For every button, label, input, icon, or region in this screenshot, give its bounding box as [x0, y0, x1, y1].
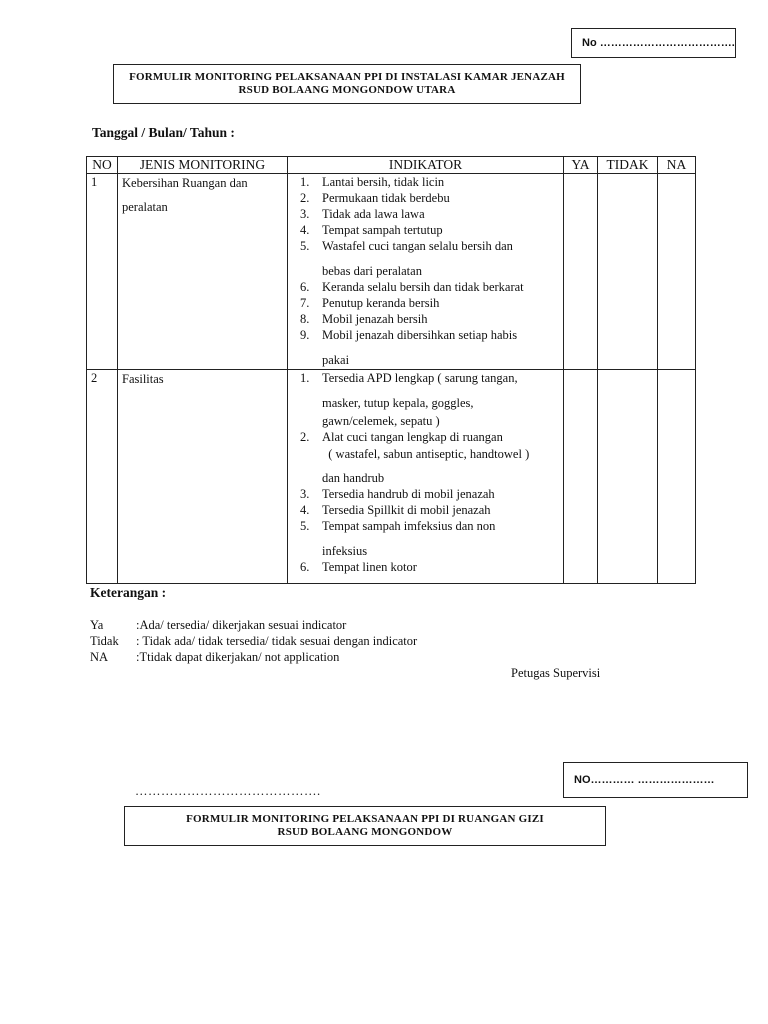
form-title-line1: FORMULIR MONITORING PELAKSANAAN PPI DI INSTALASI KAMAR JENAZAH [129, 71, 565, 83]
indicator-item: 4. Tempat sampah tertutup [300, 223, 443, 237]
cell-tidak-checkbox[interactable] [598, 370, 658, 584]
indicator-item: 5. Tempat sampah imfeksius dan non infeksius [300, 519, 496, 558]
row-jenis [118, 174, 288, 370]
form-number-box [571, 28, 736, 58]
header-jenis-monitoring: JENIS MONITORING [118, 157, 288, 174]
row-indikator [288, 174, 564, 370]
row-no: 2 [87, 370, 118, 584]
indicator-item: 3. Tersedia handrub di mobil jenazah [300, 487, 495, 501]
indicator-item: 3. Tidak ada lawa lawa [300, 207, 425, 221]
row-indikator [288, 370, 564, 584]
keterangan-item: NA :Ttidak dapat dikerjakan/ not application [90, 650, 340, 664]
indicator-item: 9. Mobil jenazah dibersihkan setiap habis pakai [300, 328, 518, 367]
indicator-item: 5. Wastafel cuci tangan selalu bersih dan bebas dari peralatan [300, 239, 513, 278]
indicator-item: 2. Alat cuci tangan lengkap di ruangan ( wastafel, sabun antiseptic, handtowel ) dan handrub [300, 430, 530, 485]
indicator-item: 7. Penutup keranda bersih [300, 296, 440, 310]
row-jenis [118, 370, 288, 584]
cell-na-checkbox[interactable] [658, 370, 696, 584]
table-header-row [87, 157, 696, 174]
form2-title-line1: FORMULIR MONITORING PELAKSANAAN PPI DI RUANGAN GIZI [186, 813, 544, 825]
jenis-line2: peralatan [122, 200, 168, 214]
header-tidak: TIDAK [598, 157, 658, 174]
indicator-item: 6. Tempat linen kotor [300, 560, 417, 574]
indicator-item: 1. Tersedia APD lengkap ( sarung tangan, masker, tutup kepala, goggles, gawn/celemek, sepatu ) [300, 371, 518, 428]
cell-ya-checkbox[interactable] [564, 370, 598, 584]
jenis-line1: Kebersihan Ruangan dan [122, 176, 248, 190]
table-row [87, 370, 696, 584]
form2-title-line2: RSUD BOLAANG MONGONDOW [277, 826, 453, 838]
header-no: NO [87, 157, 118, 174]
cell-tidak-checkbox[interactable] [598, 174, 658, 370]
form2-number-label: NO………… ………………… [574, 774, 715, 786]
keterangan-item: Ya :Ada/ tersedia/ dikerjakan sesuai indicator [90, 618, 347, 632]
signature-line: ……………………………………. [135, 784, 321, 798]
form2-title-box [124, 806, 606, 846]
indicator-item: 8. Mobil jenazah bersih [300, 312, 428, 326]
form2-number-box [563, 762, 748, 798]
form-number-label: No ………………………………. [582, 37, 735, 49]
keterangan-list [90, 617, 417, 665]
header-na: NA [658, 157, 696, 174]
monitoring-table [86, 156, 696, 584]
date-label: Tanggal / Bulan/ Tahun : [92, 125, 235, 140]
form-title-box [113, 64, 581, 104]
header-ya: YA [564, 157, 598, 174]
petugas-supervisi-label: Petugas Supervisi [511, 666, 601, 680]
keterangan-title: Keterangan : [90, 585, 167, 600]
indicator-item: 6. Keranda selalu bersih dan tidak berkarat [300, 280, 524, 294]
form-title-line2: RSUD BOLAANG MONGONDOW UTARA [238, 84, 456, 96]
row-no: 1 [87, 174, 118, 370]
cell-ya-checkbox[interactable] [564, 174, 598, 370]
header-indikator: INDIKATOR [288, 157, 564, 174]
keterangan-item: Tidak : Tidak ada/ tidak tersedia/ tidak sesuai dengan indicator [90, 634, 418, 648]
indicator-item: 1. Lantai bersih, tidak licin [300, 175, 445, 189]
table-row [87, 174, 696, 370]
indicator-item: 2. Permukaan tidak berdebu [300, 191, 450, 205]
indicator-item: 4. Tersedia Spillkit di mobil jenazah [300, 503, 491, 517]
jenis-line1: Fasilitas [122, 372, 164, 386]
cell-na-checkbox[interactable] [658, 174, 696, 370]
